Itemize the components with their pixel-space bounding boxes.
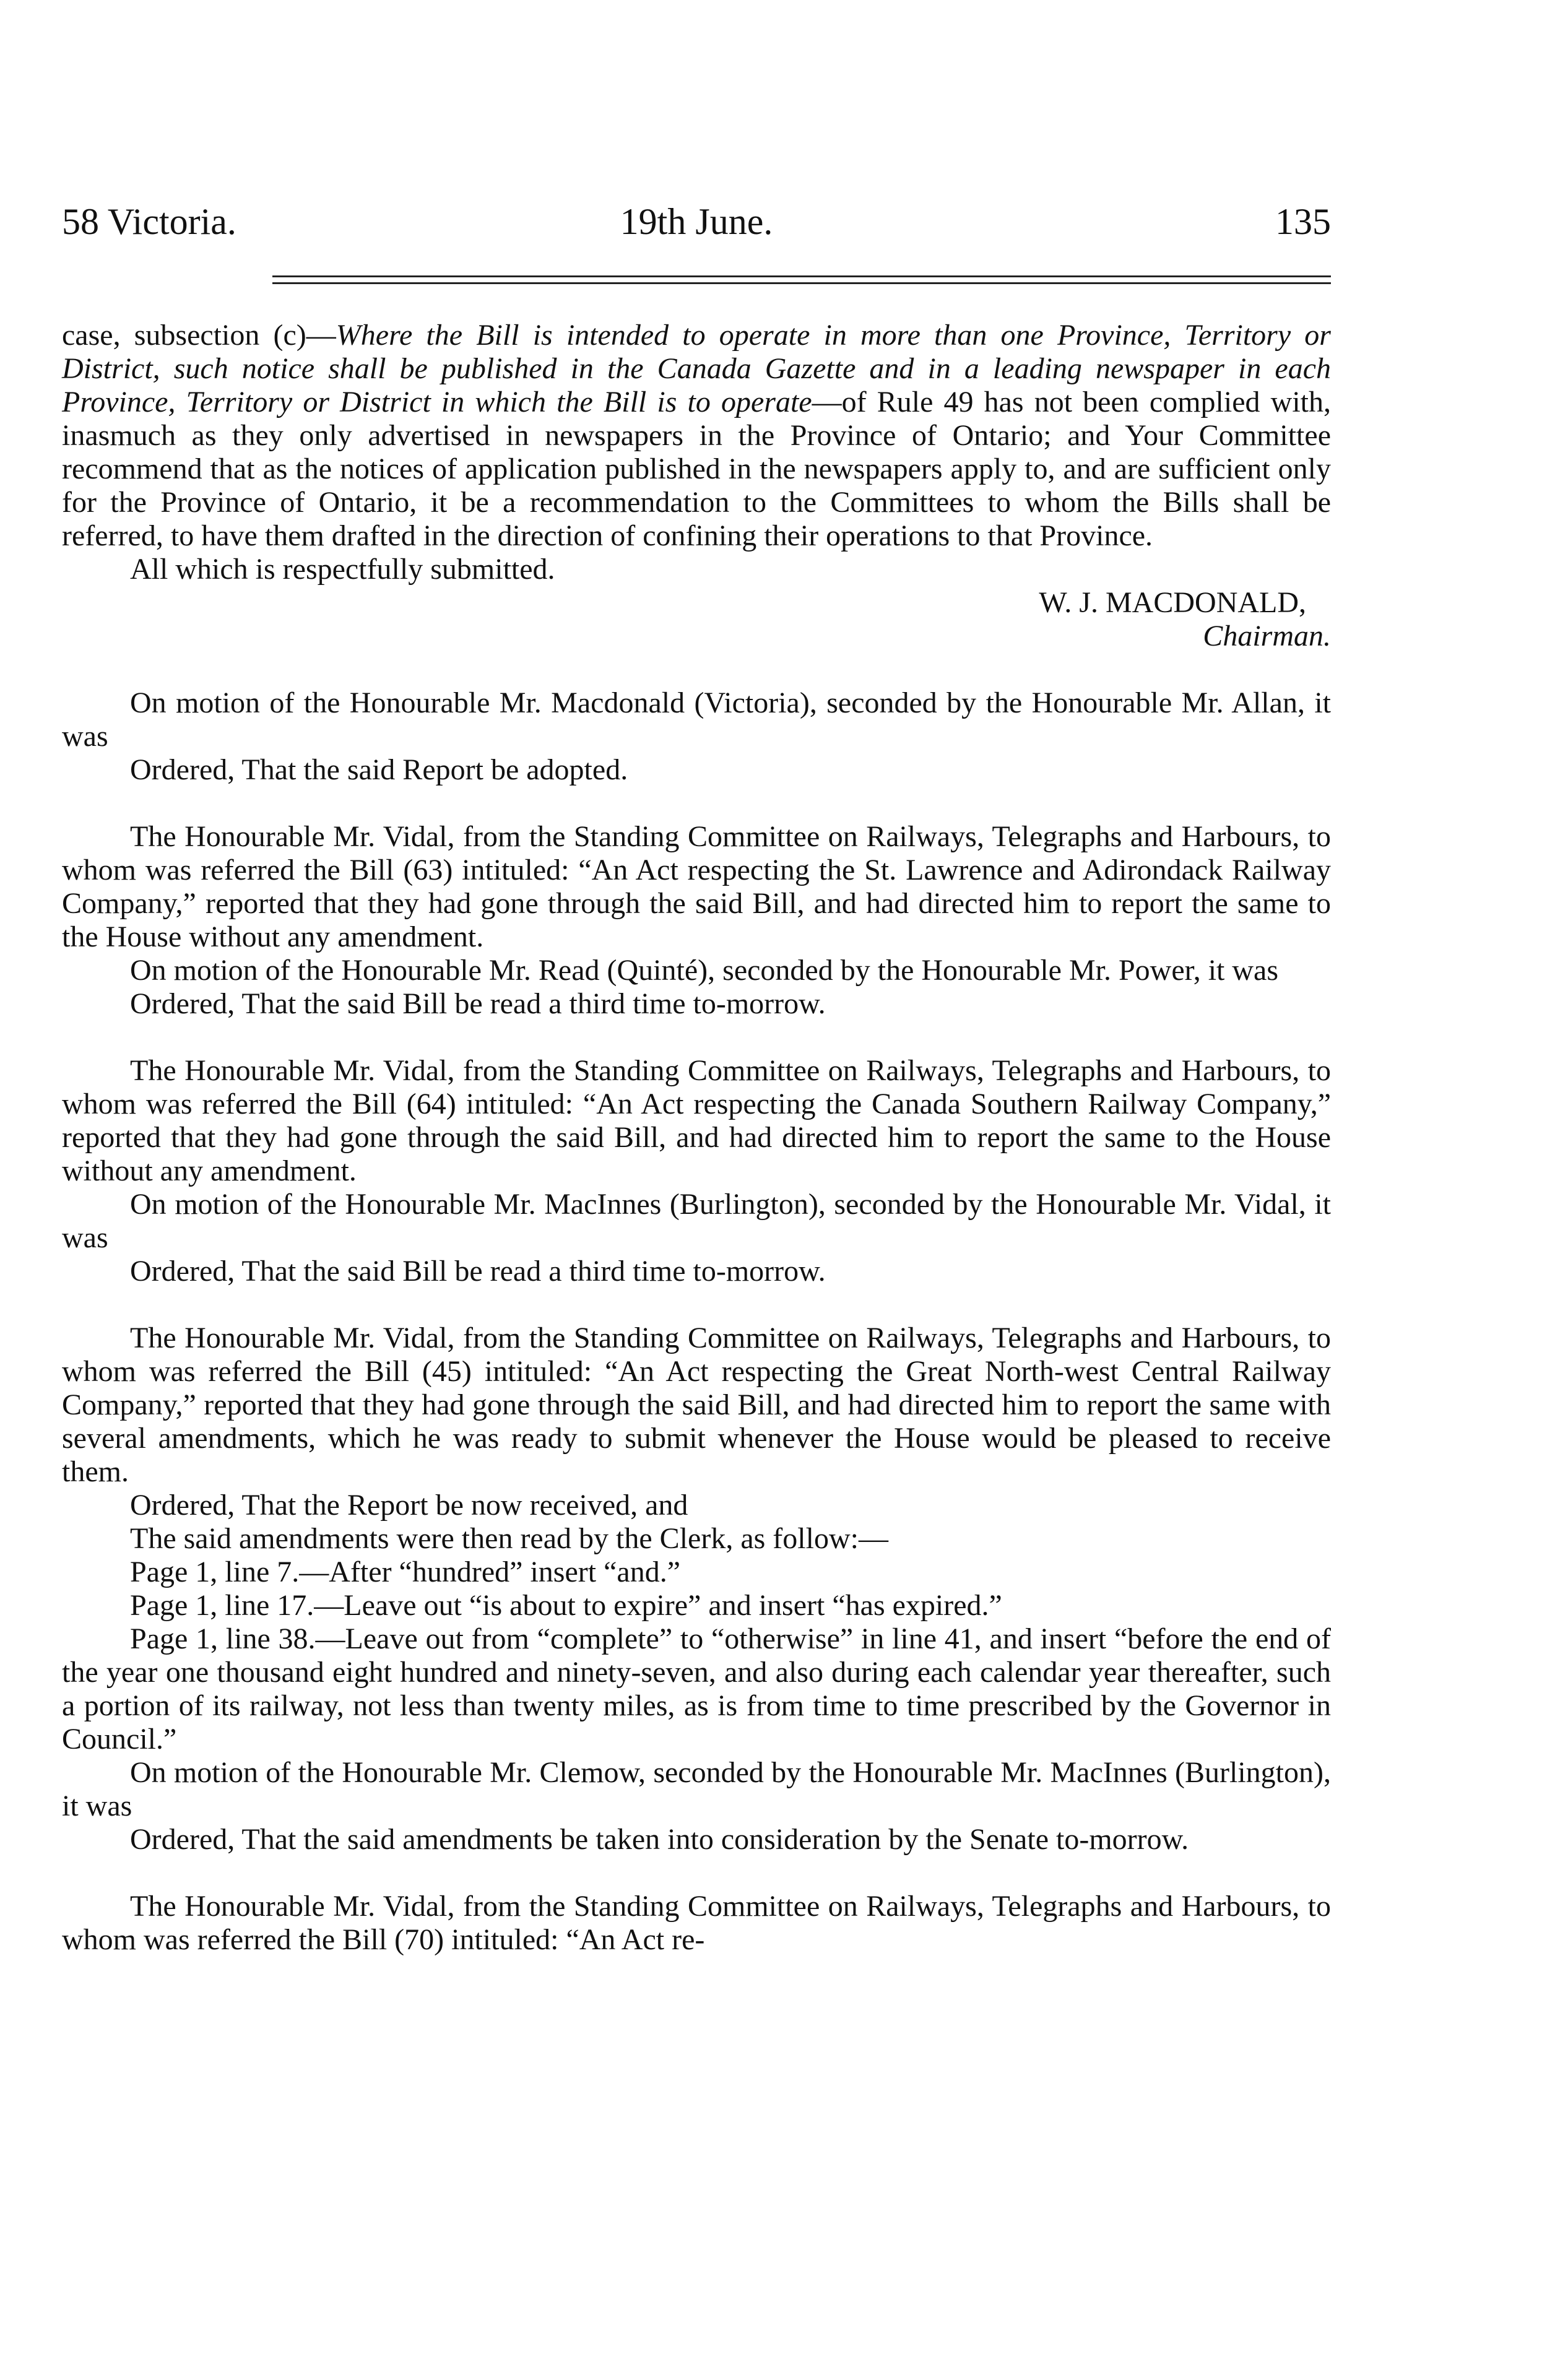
bill-64-order: Ordered, That the said Bill be read a third time to-morrow.	[130, 1255, 826, 1288]
bill-45-read-intro: The said amendments were then read by the Clerk, as follow:—	[130, 1522, 888, 1555]
signatory-title: Chairman.	[1203, 620, 1331, 652]
header-rule	[272, 275, 1331, 277]
running-header	[62, 197, 1331, 246]
adoption-motion: On motion of the Honourable Mr. Macdonald (Victoria), seconded by the Honourable Mr. Allan, it was	[62, 686, 1331, 753]
submission-line: All which is respectfully submitted.	[130, 553, 555, 586]
amendment-item: Page 1, line 7.—After “hundred” insert “and.”	[130, 1556, 681, 1588]
bill-45-order: Ordered, That the said amendments be taken into consideration by the Senate to-morrow.	[130, 1823, 1189, 1856]
bill-70-report: The Honourable Mr. Vidal, from the Standing Committee on Railways, Telegraphs and Harbours, to whom was referred the Bill (70) intituled: “An Act re-	[62, 1890, 1331, 1956]
report-intro: case, subsection (c)—	[62, 319, 336, 352]
bill-45-report: The Honourable Mr. Vidal, from the Standing Committee on Railways, Telegraphs and Harbours, to whom was referred the Bill (45) intituled: “An Act respecting the Great North-west Central Railway Company,” reported that they had gone through the said Bill, and had directed him to report the same with several amendments, which he was ready to submit whenever the House would be pleased to receive them.	[62, 1322, 1331, 1488]
bill-63-order: Ordered, That the said Bill be read a third time to-morrow.	[130, 987, 826, 1020]
signatory-name: W. J. MACDONALD,	[1039, 586, 1306, 619]
bill-64-report: The Honourable Mr. Vidal, from the Standing Committee on Railways, Telegraphs and Harbours, to whom was referred the Bill (64) intituled: “An Act respecting the Canada Southern Railway Company,” reported that they had gone through the said Bill, and had directed him to report the same to the House without any amendment.	[62, 1054, 1331, 1187]
rule-quotation: Where the Bill is intended to operate in more than one Province, Territory or District, such notice shall be published in the Canada Gazette and in a leading newspaper in each Province, Territory or District in which the Bill is to operate	[62, 319, 1331, 418]
page-number: 135	[1275, 201, 1331, 242]
header-rule-second	[272, 282, 1331, 284]
header-date: 19th June.	[620, 201, 773, 242]
bill-63-report: The Honourable Mr. Vidal, from the Standing Committee on Railways, Telegraphs and Harbours, to whom was referred the Bill (63) intituled: “An Act respecting the St. Lawrence and Adirondack Railway Company,” reported that they had gone through the said Bill, and had directed him to report the same to the House without any amendment.	[62, 820, 1331, 953]
bill-64-motion: On motion of the Honourable Mr. MacInnes (Burlington), seconded by the Honourable Mr. Vidal, it was	[62, 1188, 1331, 1254]
adoption-order: Ordered, That the said Report be adopted.	[130, 753, 628, 786]
amendment-item: Page 1, line 17.—Leave out “is about to expire” and insert “has expired.”	[130, 1589, 1002, 1622]
report-body: —of Rule 49 has not been complied with, inasmuch as they only advertised in newspapers in the Province of Ontario; and Your Committee recommend that as the notices of application published in the newspapers apply to, and are sufficient only for the Province of Ontario, it be a recommendation to the Committees to whom the Bills shall be referred, to have them drafted in the direction of confining their operations to that Province.	[62, 386, 1331, 552]
bill-45-motion: On motion of the Honourable Mr. Clemow, seconded by the Honourable Mr. MacInnes (Burlington), it was	[62, 1756, 1331, 1822]
bill-63-motion: On motion of the Honourable Mr. Read (Quinté), seconded by the Honourable Mr. Power, it was	[130, 954, 1279, 987]
page-body	[62, 319, 1331, 1957]
report-continuation	[62, 319, 1331, 553]
bill-45-received: Ordered, That the Report be now received, and	[130, 1489, 688, 1522]
amendment-item: Page 1, line 38.—Leave out from “complete” to “otherwise” in line 41, and insert “before the end of the year one thousand eight hundred and ninety-seven, and also during each calendar year thereafter, such a portion of its railway, not less than twenty miles, as is from time to time prescribed by the Governor in Council.”	[62, 1622, 1331, 1756]
header-session: 58 Victoria.	[62, 201, 236, 242]
